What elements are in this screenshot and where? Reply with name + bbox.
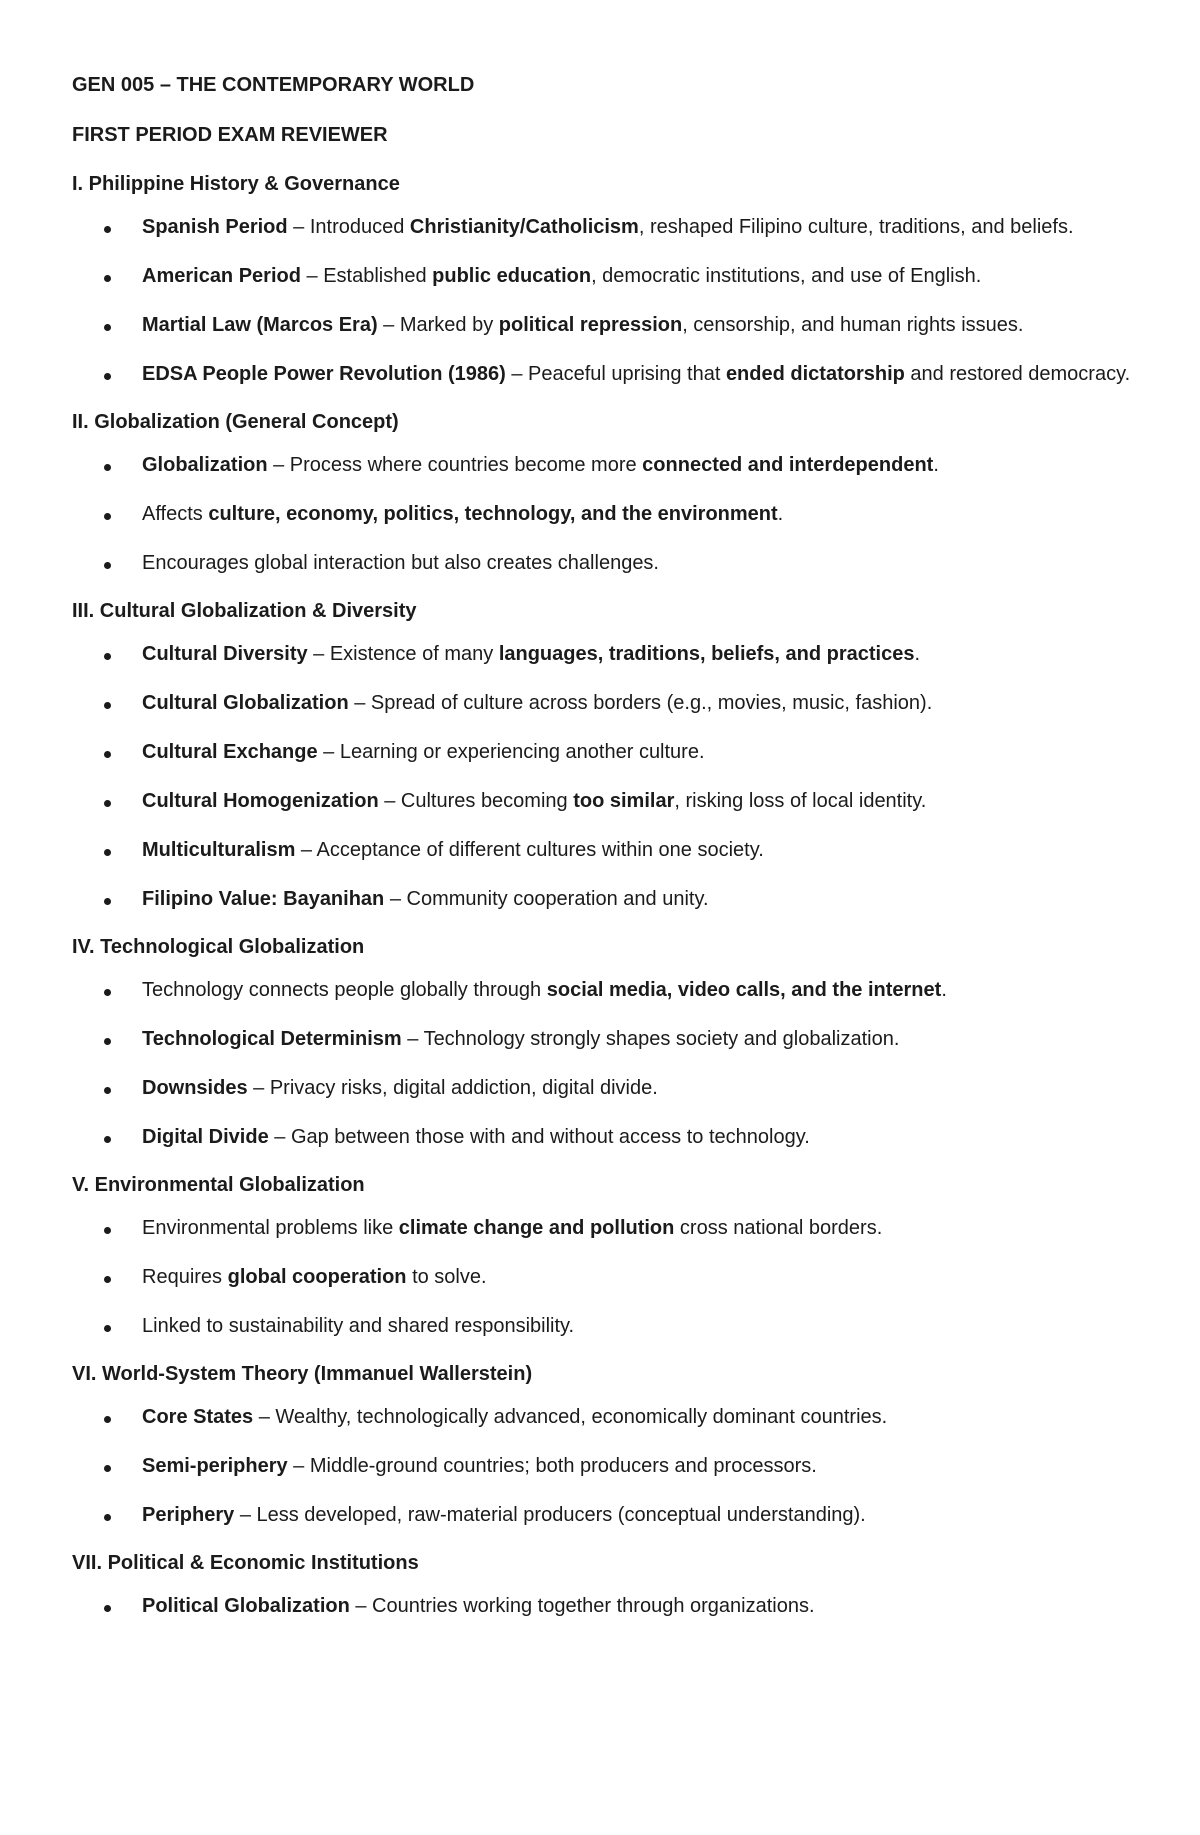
body-text: , reshaped Filipino culture, traditions, and beliefs. [638,216,1074,238]
bold-text: ended dictatorship [725,363,905,385]
bold-text: Political Globalization [142,1595,350,1617]
bullet-icon [104,1605,111,1612]
body-text: Encourages global interaction but also creates challenges. [142,552,659,574]
reviewer-sections [72,171,1140,1623]
list-item [72,260,1140,293]
body-text: – Marked by [377,314,499,336]
bullet-icon [104,849,111,856]
list-item [72,1590,1140,1623]
body-text: – Privacy risks, digital addiction, digital divide. [247,1077,658,1099]
bold-text: political repression [498,314,683,336]
bold-text: Cultural Diversity [142,643,308,665]
section-heading: VI. World-System Theory (Immanuel Wallerstein) [72,1363,533,1385]
section-5 [72,1172,1140,1343]
bullet-list [72,211,1140,391]
bullet-list [72,1212,1140,1343]
body-text: , censorship, and human rights issues. [682,314,1024,336]
body-text: , risking loss of local identity. [674,790,927,812]
bullet-icon [104,464,111,471]
list-item [72,449,1140,482]
bullet-list [72,1401,1140,1532]
bullet-icon [104,1276,111,1283]
body-text: – Acceptance of different cultures within one society. [295,839,764,861]
list-item [72,547,1140,580]
bullet-list [72,638,1140,916]
bullet-icon [104,898,111,905]
bullet-icon [104,324,111,331]
body-text: – Spread of culture across borders (e.g., movies, music, fashion). [348,692,933,714]
body-text: – Wealthy, technologically advanced, economically dominant countries. [253,1406,888,1428]
bullet-icon [104,373,111,380]
bullet-icon [104,1038,111,1045]
bold-text: Cultural Globalization [142,692,349,714]
bold-text: connected and interdependent [642,454,934,476]
bullet-icon [104,1416,111,1423]
bullet-icon [104,1325,111,1332]
section-heading: II. Globalization (General Concept) [72,411,399,433]
body-text: Technology connects people globally through [142,979,547,1001]
bold-text: languages, traditions, beliefs, and practices [498,643,915,665]
body-text: Requires [142,1266,228,1288]
bold-text: Multiculturalism [142,839,296,861]
list-item [72,1072,1140,1105]
bullet-icon [104,1087,111,1094]
bold-text: Cultural Exchange [142,741,318,763]
body-text: – Existence of many [307,643,499,665]
bold-text: global cooperation [227,1266,407,1288]
bullet-icon [104,989,111,996]
bold-text: Technological Determinism [142,1028,402,1050]
bullet-icon [104,702,111,709]
bullet-icon [104,1465,111,1472]
bold-text: Periphery [142,1504,235,1526]
section-4 [72,934,1140,1154]
bullet-list [72,974,1140,1154]
body-text: Linked to sustainability and shared responsibility. [142,1315,575,1337]
bold-text: Cultural Homogenization [142,790,379,812]
body-text: – Middle-ground countries; both producers and processors. [287,1455,817,1477]
bold-text: Filipino Value: Bayanihan [142,888,385,910]
bullet-icon [104,275,111,282]
list-item [72,883,1140,916]
bullet-icon [104,1227,111,1234]
bullet-icon [104,562,111,569]
document-subtitle: FIRST PERIOD EXAM REVIEWER [72,124,388,146]
section-3 [72,598,1140,916]
body-text: to solve. [406,1266,487,1288]
bullet-icon [104,800,111,807]
bold-text: Globalization [142,454,268,476]
bullet-icon [104,513,111,520]
bullet-icon [104,653,111,660]
section-heading: V. Environmental Globalization [72,1174,365,1196]
bold-text: Core States [142,1406,254,1428]
section-2 [72,409,1140,580]
bold-text: climate change and pollution [398,1217,675,1239]
list-item [72,358,1140,391]
body-text: – Process where countries become more [267,454,643,476]
body-text: – Countries working together through organizations. [349,1595,815,1617]
bullet-list [72,449,1140,580]
body-text: cross national borders. [674,1217,883,1239]
body-text: – Gap between those with and without access to technology. [268,1126,810,1148]
bullet-icon [104,226,111,233]
bold-text: culture, economy, politics, technology, and the environment [208,503,778,525]
list-item [72,1121,1140,1154]
bold-text: Semi-periphery [142,1455,288,1477]
list-item [72,1450,1140,1483]
bold-text: Christianity/Catholicism [409,216,639,238]
bold-text: Digital Divide [142,1126,269,1148]
body-text: . [941,979,947,1001]
list-item [72,1212,1140,1245]
list-item [72,1499,1140,1532]
list-item [72,1261,1140,1294]
section-1 [72,171,1140,391]
bold-text: too similar [573,790,675,812]
bold-text: Spanish Period [142,216,288,238]
list-item [72,834,1140,867]
list-item [72,736,1140,769]
bold-text: Martial Law (Marcos Era) [142,314,378,336]
document-title: GEN 005 – THE CONTEMPORARY WORLD [72,74,475,96]
bold-text: public education [432,265,592,287]
body-text: . [914,643,921,665]
body-text: – Peaceful uprising that [505,363,726,385]
list-item [72,1310,1140,1343]
body-text: . [777,503,784,525]
bullet-icon [104,1514,111,1521]
body-text: – Established [300,265,433,287]
bullet-list [72,1590,1140,1623]
bullet-icon [104,1136,111,1143]
bold-text: Downsides [142,1077,248,1099]
list-item [72,309,1140,342]
bullet-icon [104,751,111,758]
body-text: and restored democracy. [904,363,1131,385]
section-heading: III. Cultural Globalization & Diversity [72,600,417,622]
body-text: Environmental problems like [142,1217,399,1239]
body-text: , democratic institutions, and use of English. [591,265,982,287]
list-item [72,211,1140,244]
bold-text: American Period [142,265,301,287]
list-item [72,1023,1140,1056]
body-text: – Cultures becoming [378,790,574,812]
list-item [72,687,1140,720]
section-heading: IV. Technological Globalization [72,936,365,958]
section-7 [72,1550,1140,1623]
body-text: – Less developed, raw-material producers (conceptual understanding). [234,1504,866,1526]
body-text: Affects [142,503,209,525]
list-item [72,638,1140,671]
section-6 [72,1361,1140,1532]
section-heading: I. Philippine History & Governance [72,173,400,195]
body-text: – Learning or experiencing another culture. [317,741,705,763]
section-heading: VII. Political & Economic Institutions [72,1552,419,1574]
body-text: . [933,454,939,476]
bold-text: EDSA People Power Revolution (1986) [142,363,506,385]
body-text: – Introduced [287,216,410,238]
body-text: – Technology strongly shapes society and globalization. [401,1028,900,1050]
bold-text: social media, video calls, and the internet [546,979,942,1001]
list-item [72,974,1140,1007]
list-item [72,1401,1140,1434]
list-item [72,785,1140,818]
list-item [72,498,1140,531]
body-text: – Community cooperation and unity. [384,888,709,910]
